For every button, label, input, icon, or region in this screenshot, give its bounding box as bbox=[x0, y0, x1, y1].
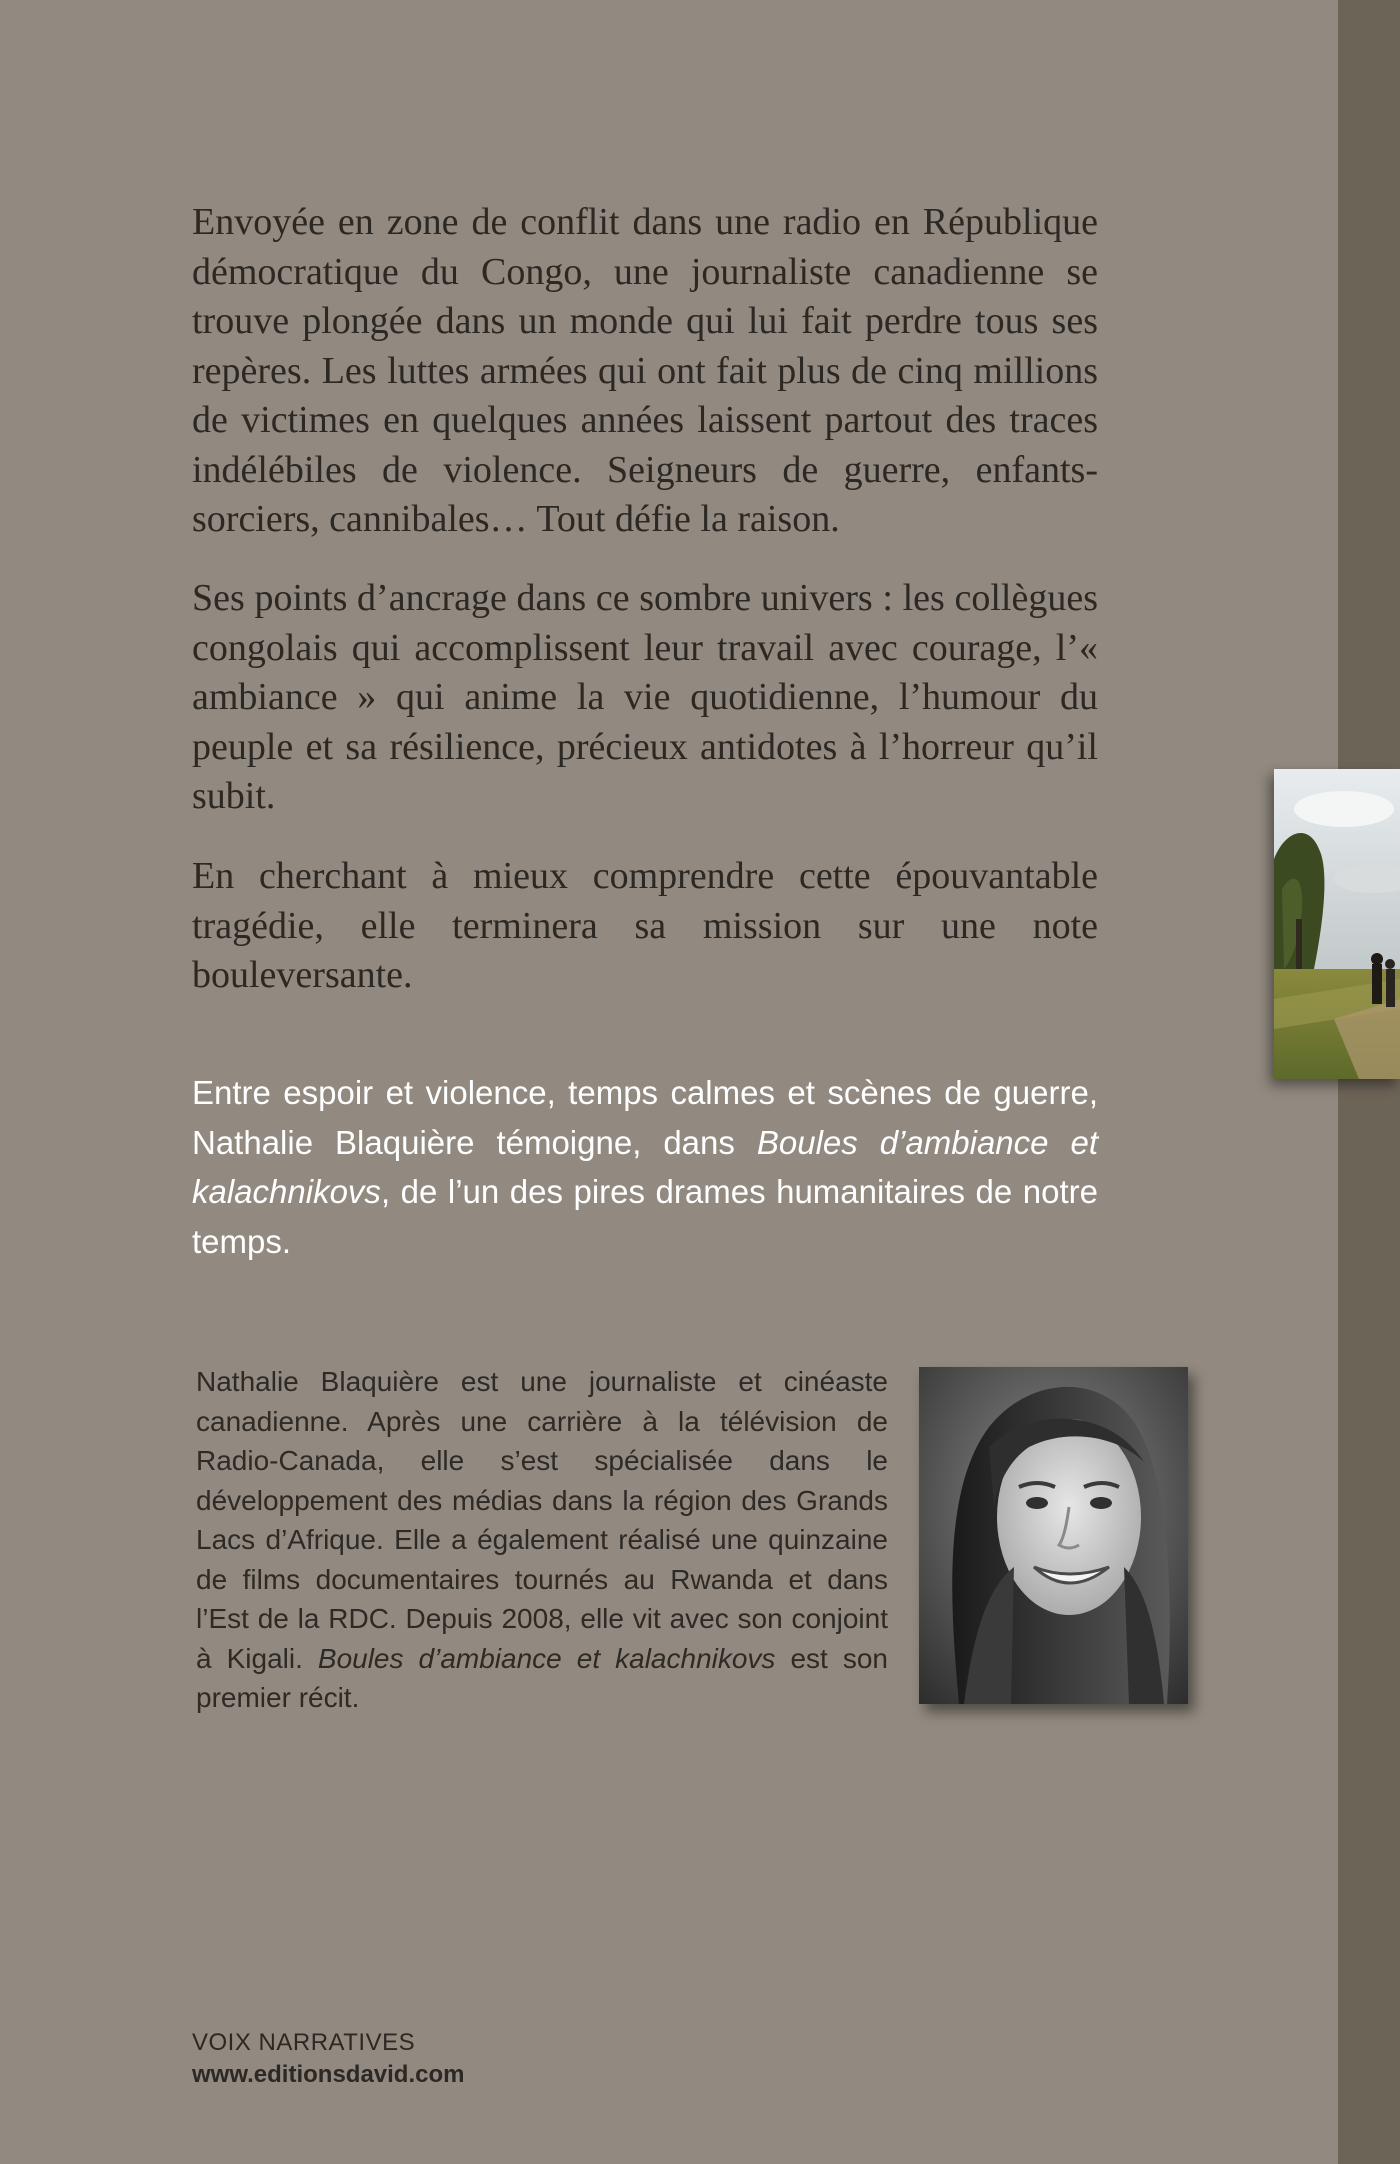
highlight-book-title: Boules d’ambiance et kalachnikovs bbox=[192, 1123, 1098, 1210]
author-portrait-image bbox=[919, 1367, 1188, 1704]
author-photo bbox=[919, 1367, 1188, 1704]
front-cover-photo-fragment bbox=[1274, 769, 1400, 1079]
publisher-website: www.editionsdavid.com bbox=[192, 2061, 465, 2088]
collection-name: VOIX NARRATIVES bbox=[192, 2029, 416, 2056]
landscape-image bbox=[1274, 769, 1400, 1079]
synopsis-paragraph-3: En cherchant à mieux comprendre cette épouvantable tragédie, elle terminera sa mission sur une note bouleversante. bbox=[192, 855, 1098, 996]
author-bio bbox=[196, 1362, 888, 1718]
synopsis-paragraph-2: Ses points d’ancrage dans ce sombre univers : les collègues congolais qui accomplissent leur travail avec courage, l’« ambiance » qui anime la vie quotidienne, l’humour du peuple et sa résilience, précieux antidotes à l’horreur qu’il subit. bbox=[192, 577, 1098, 817]
highlight-text-start: Entre espoir et violence, temps calmes et scènes de guerre, Nathalie Blaquière témoigne, dans bbox=[192, 1074, 1098, 1161]
highlight-text-end: , de l’un des pires drames humanitaires de notre temps. bbox=[192, 1173, 1098, 1260]
publisher-footer bbox=[192, 2027, 464, 2091]
synopsis-paragraph-1: Envoyée en zone de conflit dans une radio en République démocratique du Congo, une journaliste canadienne se trouve plongée dans un monde qui lui fait perdre tous ses repères. Les luttes armées qui ont fait plus de cinq millions de victimes en quelques années laissent partout des traces indélébiles de violence. Seigneurs de guerre, enfants-sorciers, cannibales… Tout défie la raison. bbox=[192, 201, 1098, 540]
highlight-statement bbox=[192, 1068, 1098, 1266]
author-bio-closing: est son premier récit. bbox=[196, 1642, 888, 1713]
author-bio-book-title: Boules d’ambiance et kalachnikovs bbox=[317, 1642, 776, 1674]
author-bio-text: Nathalie Blaquière est une journaliste et cinéaste canadienne. Après une carrière à la télévision de Radio-Canada, elle s’est spécialisée dans le développement des médias dans la région des Grands Lacs d’Afrique. Elle a également réalisé une quinzaine de films documentaires tournés au Rwanda et dans l’Est de la RDC. Depuis 2008, elle vit avec son conjoint à Kigali. bbox=[196, 1366, 888, 1674]
book-spine bbox=[1338, 0, 1400, 2164]
